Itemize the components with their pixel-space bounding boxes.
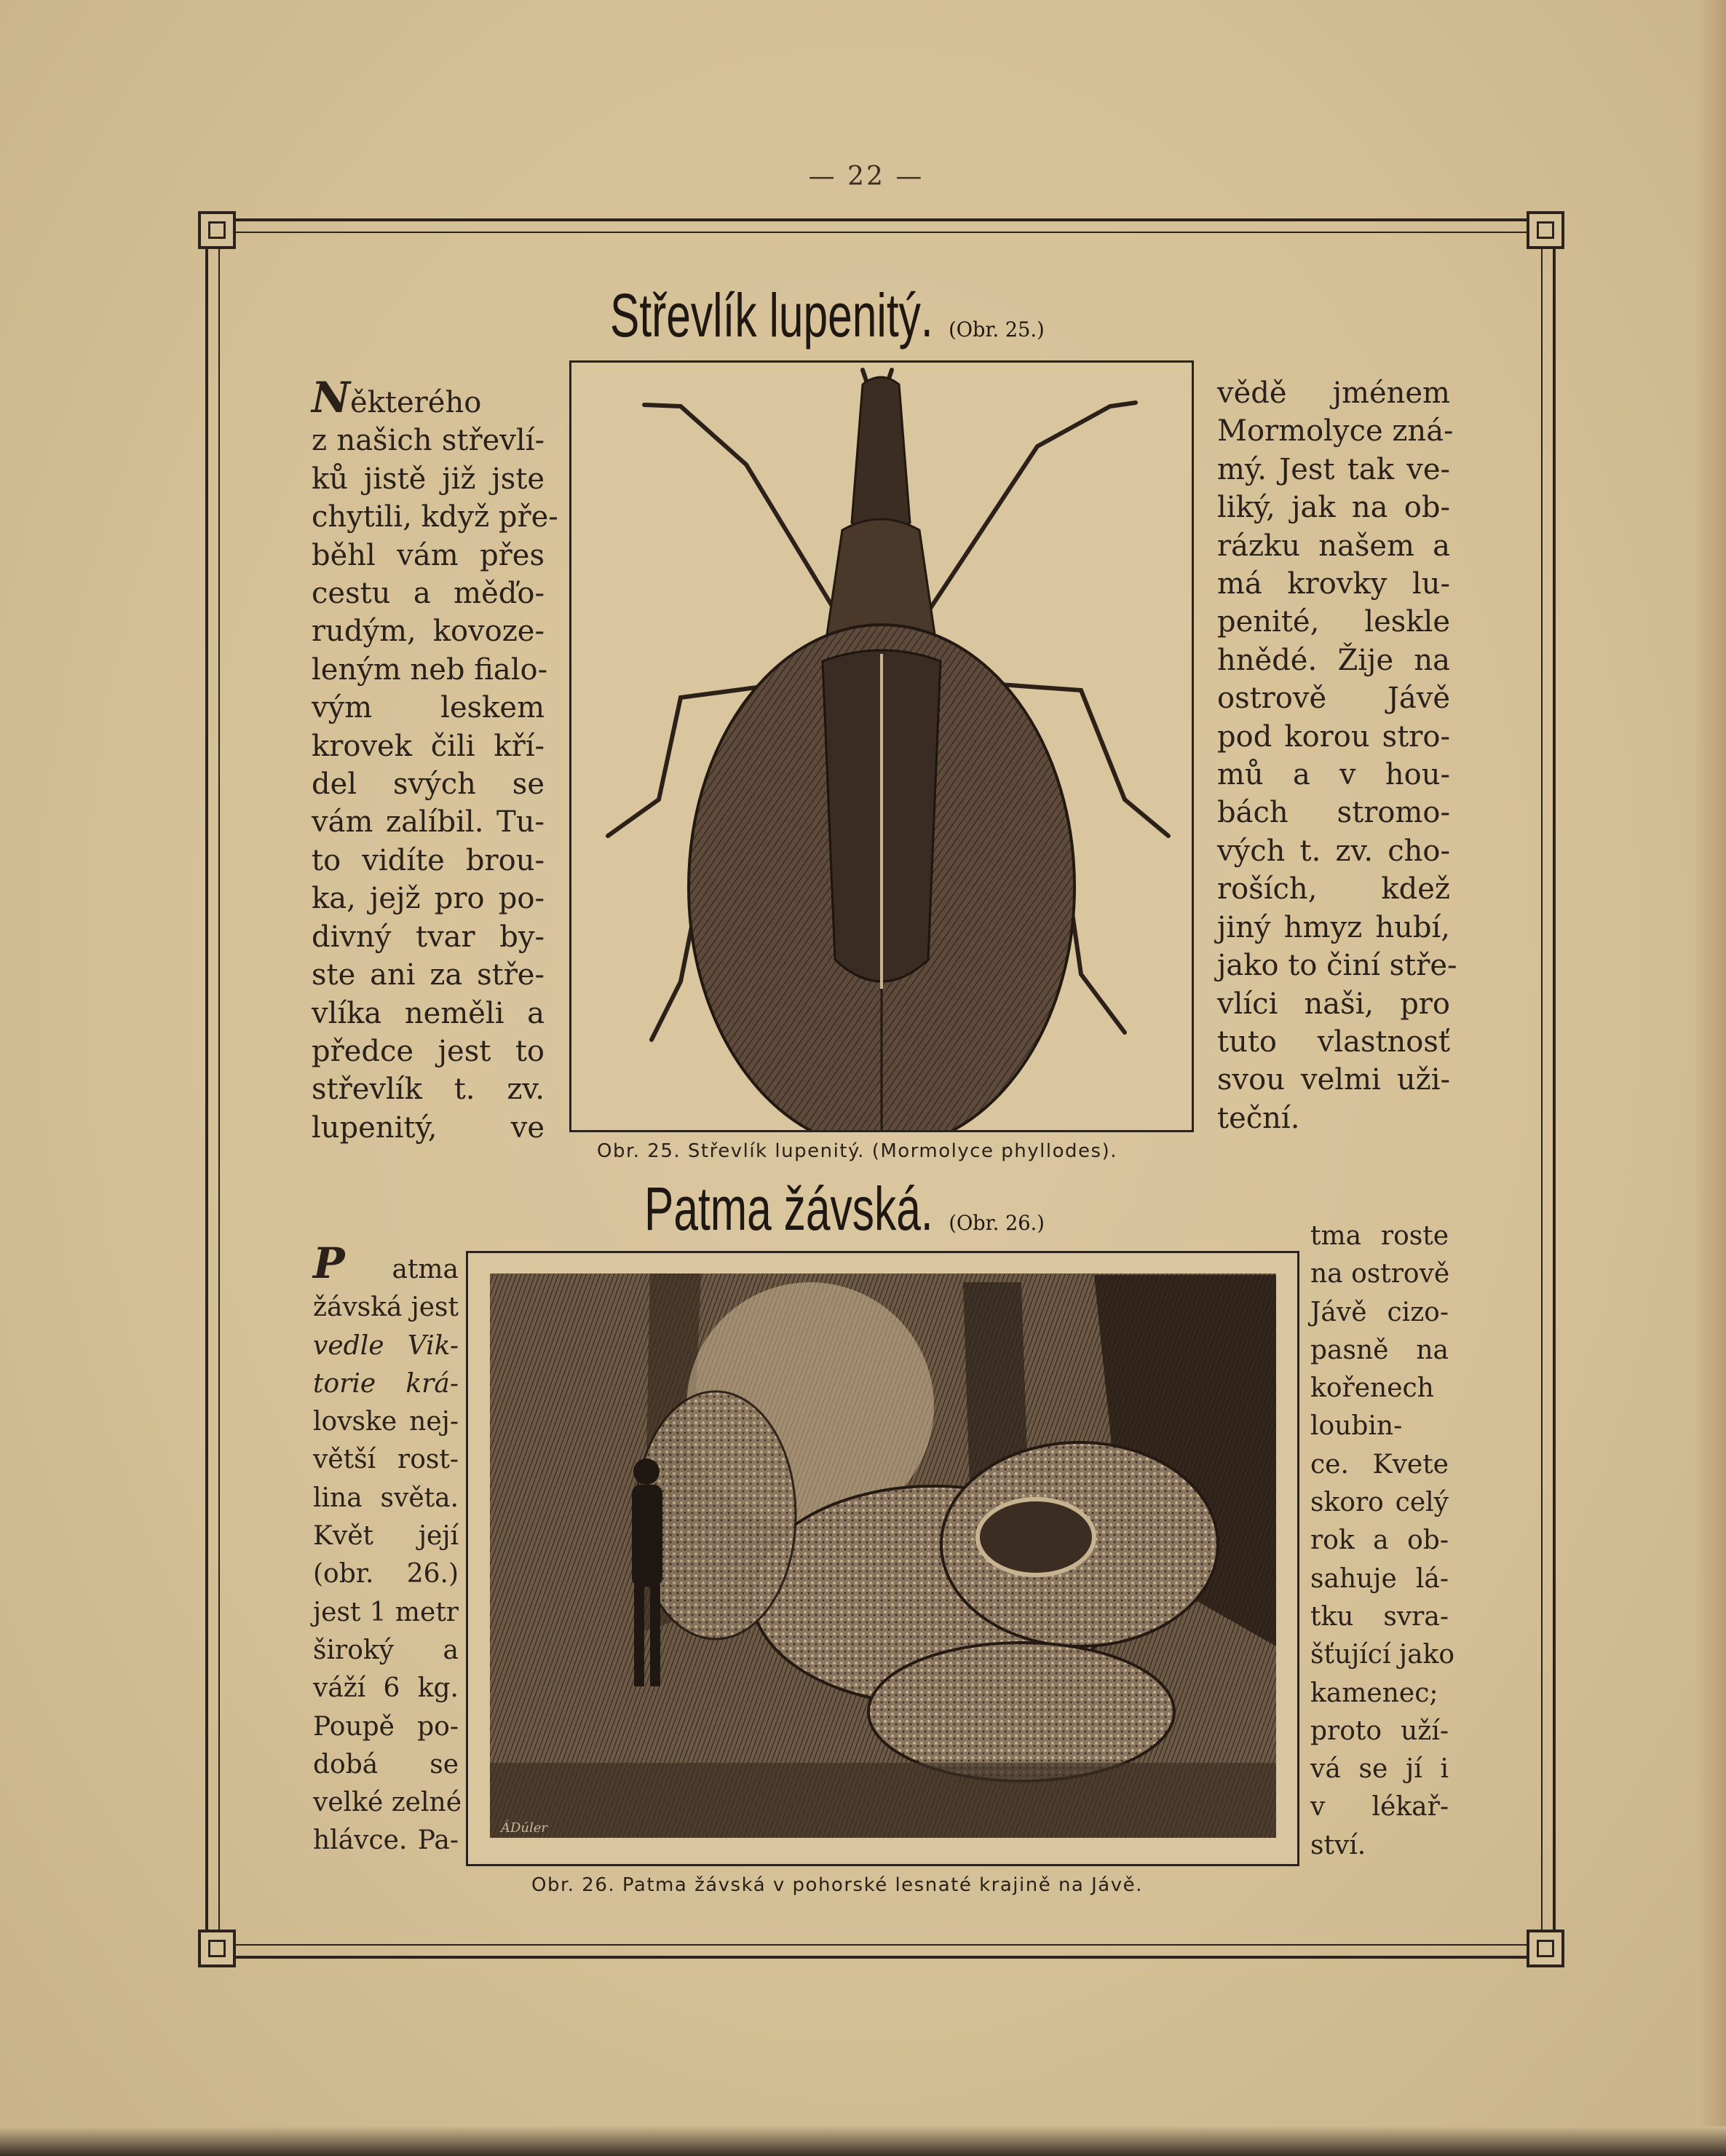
text-line: ství. — [1310, 1830, 1366, 1860]
section2-title-text: Patma žávská. — [644, 1174, 933, 1243]
section1-left-text — [312, 373, 558, 1147]
text-line: lupenitý, ve — [312, 1110, 545, 1145]
text-line: bách stromo- — [1217, 796, 1450, 830]
rafflesia-illustration — [468, 1253, 1297, 1864]
text-line: del svých se — [312, 767, 545, 802]
figure26-caption: Obr. 26. Patma žávská v pohorské lesnaté krajině na Jávě. — [531, 1874, 1143, 1896]
text-line: tku svra- — [1310, 1601, 1449, 1632]
text-line: vedle Vik- — [313, 1330, 459, 1361]
text-line: kamenec; — [1310, 1678, 1438, 1708]
text-line: vlíci naši, pro — [1217, 987, 1450, 1021]
text-line: ce. Kvete — [1310, 1449, 1449, 1480]
text-line: penité, leskle — [1217, 605, 1450, 639]
text-line: cestu a měďo- — [312, 577, 545, 611]
text-line: hnědé. Žije na — [1217, 643, 1450, 677]
text-line: váží 6 kg. — [313, 1673, 459, 1704]
section1-title — [610, 280, 1045, 351]
text-line: jest 1 metr — [313, 1597, 459, 1627]
text-line: vlíka neměli a — [312, 996, 545, 1030]
figure25-caption: Obr. 25. Střevlík lupenitý. (Mormolyce phyllodes). — [597, 1140, 1117, 1162]
text-line: velké zelné — [313, 1788, 462, 1818]
text-line: skoro celý — [1310, 1488, 1449, 1518]
text-line: dobá se — [313, 1749, 459, 1780]
text-line: divný tvar by- — [312, 920, 545, 954]
text-line: loubin- — [1310, 1411, 1403, 1442]
text-line: leným neb fialo- — [312, 652, 548, 687]
text-line: pod korou stro- — [1217, 719, 1450, 754]
text-line: to vidíte brou- — [312, 843, 545, 877]
text-line: Mormolyce zná- — [1217, 414, 1454, 449]
text-line: široký a — [313, 1635, 459, 1665]
text-line: střevlík t. zv. — [312, 1073, 545, 1107]
frame-corner-bottom-right — [1527, 1930, 1564, 1967]
text-line: ků jistě již jste — [312, 462, 545, 496]
text-line: ka, jejž pro po- — [312, 882, 545, 916]
text-line: rázku našem a — [1217, 529, 1450, 563]
text-line: pasně na — [1310, 1335, 1449, 1365]
text-line: (obr. 26.) — [313, 1559, 459, 1590]
text-line: teční. — [1217, 1101, 1300, 1135]
text-line: žávská jest — [313, 1292, 459, 1323]
section1-dropcap: N — [312, 373, 351, 422]
text-line: Jávě cizo- — [1310, 1297, 1449, 1327]
text-line: chytili, když pře- — [312, 500, 558, 534]
text-line: rok a ob- — [1310, 1525, 1449, 1556]
text-line: šťující jako — [1310, 1640, 1455, 1670]
section2-dropcap: P — [313, 1239, 345, 1288]
page-bottom-edge — [0, 2126, 1726, 2156]
text-line: vých t. zv. cho- — [1217, 834, 1450, 868]
text-line: mů a v hou- — [1217, 758, 1450, 792]
beetle-illustration — [571, 363, 1192, 1130]
text-line: ste ani za stře- — [312, 958, 545, 992]
beetle-head — [852, 377, 910, 534]
text-line: na ostrově — [1310, 1259, 1450, 1290]
text-line: Květ její — [313, 1521, 459, 1552]
text-line: vá se jí i — [1310, 1754, 1449, 1785]
text-line: hlávce. Pa- — [313, 1825, 459, 1856]
text-line: roších, kdež — [1217, 872, 1450, 907]
text-line: vědě jménem — [1217, 376, 1450, 410]
text-line: lovske nej- — [313, 1407, 459, 1437]
text-line: tuto vlastnosť — [1217, 1024, 1450, 1059]
text-line: má krovky lu- — [1217, 567, 1450, 601]
engraver-signature: ÁDúler — [501, 1820, 548, 1836]
text-line: proto uží- — [1310, 1715, 1449, 1746]
text-line: kořenech — [1310, 1373, 1434, 1404]
text-line: v lékař- — [1310, 1792, 1449, 1823]
text-line: vám zalíbil. Tu- — [312, 805, 545, 840]
page-right-edge — [1696, 0, 1726, 2156]
text-line: liký, jak na ob- — [1217, 491, 1450, 525]
text-line: torie krá- — [313, 1368, 459, 1399]
text-line: Některého — [312, 373, 482, 422]
text-line: P atma — [313, 1239, 459, 1288]
section2-title — [644, 1174, 1045, 1244]
text-line: lina světa. — [313, 1482, 459, 1513]
section2-title-ref: (Obr. 26.) — [949, 1211, 1045, 1235]
section1-title-ref: (Obr. 25.) — [949, 317, 1045, 341]
text-line: mý. Jest tak ve- — [1217, 452, 1450, 486]
text-line: rudým, kovoze- — [312, 615, 545, 649]
text-line: krovek čili kří- — [312, 729, 545, 763]
text-line: vým leskem — [312, 691, 545, 725]
frame-corner-top-left — [198, 211, 236, 249]
section1-title-text: Střevlík lupenitý. — [610, 281, 933, 350]
beetle-illustration-frame — [569, 360, 1194, 1132]
page-number: — 22 — — [808, 162, 925, 191]
text-line: větší rost- — [313, 1445, 459, 1475]
section1-right-text — [1217, 374, 1457, 1137]
text-line: jako to činí stře- — [1217, 949, 1457, 983]
text-line: z našich střevlí- — [312, 424, 545, 458]
text-line: jiný hmyz hubí, — [1217, 910, 1450, 944]
section2-left-text — [313, 1239, 462, 1860]
text-line: předce jest to — [312, 1034, 545, 1068]
text-line: tma roste — [1310, 1221, 1449, 1251]
text-line: běhl vám přes — [312, 538, 545, 572]
text-line: ostrově Jávě — [1217, 682, 1450, 716]
text-line: sahuje lá- — [1310, 1563, 1449, 1594]
frame-corner-bottom-left — [198, 1930, 236, 1967]
rafflesia-illustration-frame — [466, 1251, 1299, 1866]
section2-right-text — [1310, 1217, 1455, 1865]
text-line: Poupě po- — [313, 1711, 459, 1742]
frame-corner-top-right — [1527, 211, 1564, 249]
text-line: svou velmi uži- — [1217, 1063, 1450, 1097]
